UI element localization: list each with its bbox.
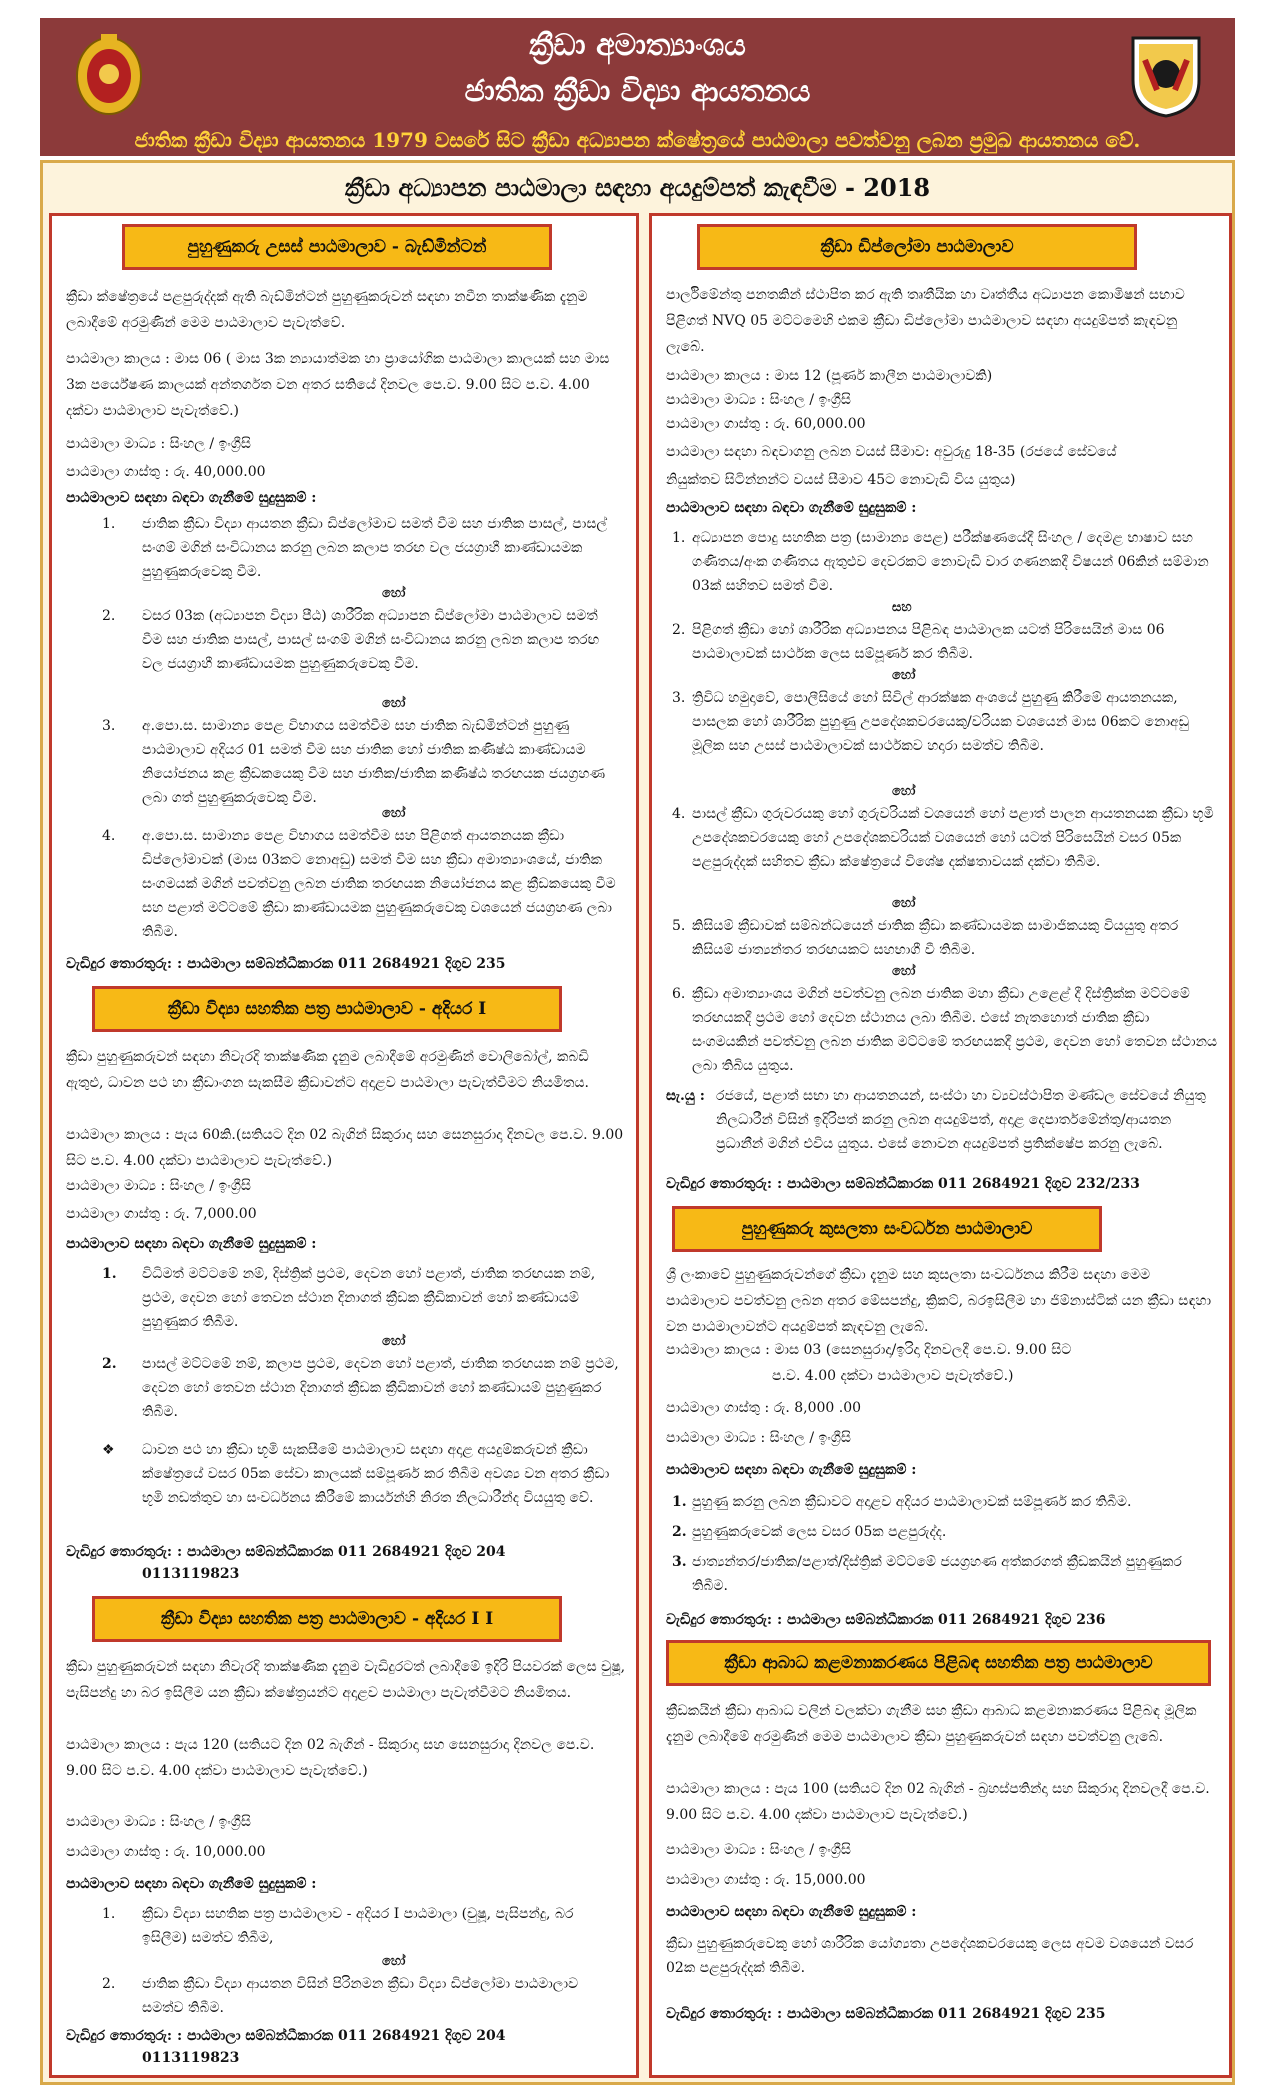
- item-number: 1.: [102, 1906, 116, 1922]
- fee-label: පාඨමාලා ගාස්තු: [666, 1872, 761, 1888]
- badminton-qual-2: වසර 03ක (අධ්‍යාපන විද්‍යා පීඨ) ශාරීරික අධ්‍යාපන ඩිප්ලෝමා පාඨමාලාව සමත් වීම සහ ජාතික පාසල්, පාසල් සංගම් මගින් සංවිධානය කරනු ලබන කලාප තරඟ වල ජයග්‍රාහී කාණ්ඩායමක පුහුණුකරුවෙකු වීම.: [142, 608, 600, 672]
- injury-qual-heading: පාඨමාලාව සඳහා බඳවා ගැනීමේ සුදුසුකම් :: [666, 1904, 917, 1920]
- skills-duration-cont: ප.ව. 4.00 දක්වා පාඨමාලාව පැවැත්වේ.): [772, 1368, 1014, 1384]
- or-separator: හෝ: [892, 964, 916, 979]
- skills-duration: [666, 1342, 1071, 1358]
- injury-qual-text: ක්‍රීඩා පුහුණුකරුවෙකු හෝ ශාරීරික යෝග්‍යතා උපදේශකවරයෙකු ලෙස අවම වශයෙන් වසර 02ක පළපුරුද්දක් තිබීම.: [666, 1936, 1194, 1976]
- institute-logo: [1127, 30, 1205, 118]
- cert2-medium: [66, 1814, 251, 1830]
- medium-value: : සිංහල / ඉංග්‍රීසි: [160, 1814, 251, 1830]
- badminton-qual-1: ජාතික ක්‍රීඩා විද්‍යා ආයතන ක්‍රීඩා ඩිප්ලෝමාව සමත් වීම සහ ජාතික පාසල්, පාසල් සංගම් මගින් සංවිධානය කරනු ලබන කලාප තරඟ වල ජයග්‍රාහී කාණ්ඩායමක පුහුණුකරුවෙකු වීම.: [142, 516, 608, 580]
- duration-value: : පැය 120 (සතියට දින 02 බැගින් - සිකුරාදා සහ සෙනසුරාදා දිනවල පෙ.ව. 9.00 සිට ප.ව. 4.00 දක්වා පාඨමාලාව පැවැත්වේ.): [66, 1737, 595, 1779]
- main-content: [40, 160, 1235, 2085]
- and-separator: සහ: [892, 600, 912, 615]
- badminton-contact: [66, 956, 506, 972]
- diploma-duration: [666, 368, 992, 384]
- injury-duration: [666, 1776, 1216, 1828]
- contact-value: : පාඨමාලා සම්බන්ධීකාරක 011 2684921 දිගුව 204: [176, 1544, 506, 1560]
- fee-value: : රු. 60,000.00: [764, 416, 866, 432]
- cert2-contact: [66, 2028, 506, 2044]
- contact-label: වැඩිදුර තොරතුරු:: [666, 1176, 773, 1192]
- item-number: 5.: [672, 918, 686, 934]
- contact-label: වැඩිදුර තොරතුරු:: [666, 1612, 773, 1628]
- contact-label: වැඩිදුර තොරතුරු:: [66, 1544, 173, 1560]
- diploma-age: [666, 444, 1117, 460]
- fee-value: : රු. 10,000.00: [164, 1844, 266, 1860]
- or-separator: හෝ: [892, 668, 916, 683]
- item-number: 2.: [672, 622, 686, 638]
- ministry-title: ක්‍රීඩා අමාත්‍යාංශය: [529, 28, 746, 63]
- item-number: 2.: [102, 1976, 116, 1992]
- item-number: 1.: [672, 1494, 687, 1510]
- skills-medium: [666, 1430, 851, 1446]
- diploma-fee: [666, 416, 866, 432]
- right-column: [649, 213, 1232, 2078]
- age-value: අවුරුදු 18-35 (රජයේ සේවයේ: [929, 444, 1117, 460]
- or-separator: හෝ: [382, 1954, 406, 1969]
- cert1-medium: [66, 1178, 251, 1194]
- diploma-age-note: නියුක්තව සිටින්නන්ට වයස් සීමාව 45ට නොවැඩි විය යුතුය): [666, 472, 1016, 488]
- medium-label: පාඨමාලා මාධ්‍ය: [66, 1178, 156, 1194]
- institute-title: ජාතික ක්‍රීඩා විද්‍යා ආයතනය: [464, 74, 811, 109]
- badminton-intro: ක්‍රීඩා ක්ෂේත්‍රයේ පළපුරුද්දක් ඇති බැඩ්මින්ටන් පුහුණුකරුවන් සඳහා නවීන තාක්ෂණික දැනුම ලබාදීමේ අරමුණින් මෙම පාඨමාලාව පැවැත්වේ.: [66, 289, 588, 331]
- or-separator: හෝ: [382, 586, 406, 601]
- contact-value: : පාඨමාලා සම්බන්ධීකාරක 011 2684921 දිගුව 235: [776, 2006, 1106, 2022]
- page-title: ක්‍රීඩා අධ්‍යාපන පාඨමාලා සඳහා අයදුම්පත් කැඳවීම - 2018: [344, 173, 931, 202]
- injury-contact: [666, 2006, 1106, 2022]
- duration-label: පාඨමාලා කාලය: [66, 1127, 161, 1143]
- section-title-diploma: ක්‍රීඩා ඩිප්ලෝමා පාඨමාලාව: [697, 224, 1137, 270]
- cert1-duration: [66, 1122, 626, 1174]
- medium-value: : සිංහල / ඉංග්‍රීසි: [760, 392, 851, 408]
- item-number: 1.: [102, 1266, 117, 1282]
- skills-qual-3: ජාත්‍යන්තර/ජාතික/පළාත්/දිස්ත්‍රික් මට්ටමේ ජයග්‍රහණ අත්කරගත් ක්‍රීඩකයින් පුහුණුකර තිබීම.: [692, 1554, 1182, 1594]
- age-label: පාඨමාලා සඳහා බඳවාගනු ලබන වයස් සීමාව:: [666, 444, 930, 460]
- badminton-qual-heading: පාඨමාලාව සඳහා බඳවා ගැනීමේ සුදුසුකම් :: [66, 490, 317, 506]
- or-separator: හෝ: [892, 784, 916, 799]
- duration-label: පාඨමාලා කාලය: [66, 351, 161, 367]
- diploma-note-label: සැ.යු :: [666, 1088, 705, 1104]
- diploma-qual-5: කිසියම් ක්‍රීඩාවක් සම්බන්ධයෙන් ජාතික ක්‍රීඩා කණ්ඩායමක සාමාජිකයකු වියයුතු අතර කිසියම් ජාත්‍යන්තර තරඟයකට සහභාගී වී තිබීම.: [692, 918, 1179, 958]
- skills-contact: [666, 1612, 1106, 1628]
- cert2-qual-heading: පාඨමාලාව සඳහා බඳවා ගැනීමේ සුදුසුකම් :: [66, 1876, 317, 1892]
- diploma-qual-3: ත්‍රිවිධ හමුදාවේ, පොලීසියේ හෝ සිවිල් ආරක්ෂක අංශයේ පුහුණු කිරීමේ ආයතනයක, පාසලක හෝ ශාරීරික පුහුණු උපදේශකවරයෙකු/වරියක වශයෙන් මාස 06කට නොඅඩු මූලික සහ උසස් පාඨමාලාවක් සාර්ථකව හදාරා සමත්ව තිබීම.: [692, 690, 1190, 754]
- duration-label: පාඨමාලා කාලය: [666, 1781, 761, 1797]
- diploma-qual-4: පාසල් ක්‍රීඩා ගුරුවරයකු හෝ ගුරුවරියක් වශයෙන් හෝ පළාත් පාලන ආයතනයක ක්‍රීඩා භූමි උපදේශකවරයෙකු හෝ උපදේශකවරියක් වශයෙන් හෝ යටත් පිරිසෙයින් වසර 05ක පළපුරුද්දක් සහිතව ක්‍රීඩා ක්ෂේත්‍රයේ විශේෂ දක්ෂතාවයක් දක්වා තිබීම.: [692, 806, 1214, 870]
- injury-fee: [666, 1872, 866, 1888]
- medium-label: පාඨමාලා මාධ්‍ය: [66, 436, 156, 452]
- diploma-note: රජයේ, පළාත් සභා හා ආයතනයන්, සංස්ථා හා ව්‍යවස්ථාපිත මණ්ඩල සේවයේ නියුතු නිලධාරීන් විසින් ඉදිරිපත් කරනු ලබන අයදුම්පත්, අදාළ දෙපාර්තමේන්තු/ආයතන ප්‍රධානීන් මගින් එවිය යුතුය. එසේ නොවන අයදුම්පත් ප්‍රතික්ෂේප කරනු ලැබේ.: [716, 1088, 1206, 1152]
- cert1-fee: [66, 1206, 257, 1222]
- item-number: 3.: [672, 690, 686, 706]
- contact-value: : පාඨමාලා සම්බන්ධීකාරක 011 2684921 දිගුව 204: [176, 2028, 506, 2044]
- cert1-contact: [66, 1544, 506, 1560]
- badminton-medium: [66, 436, 251, 452]
- contact-label: වැඩිදුර තොරතුරු:: [666, 2006, 773, 2022]
- item-number: 3.: [102, 718, 116, 734]
- duration-value: : පැය 100 (සතියට දින 02 බැගින් - බ්‍රහස්පතින්දා සහ සිකුරාදා දිනවලදී පෙ.ව. 9.00 සිට ප.ව. 4.00 දක්වා පාඨමාලාව පැවැත්වේ.): [666, 1781, 1210, 1823]
- badminton-qual-4: අ.පො.ස. සාමාන්‍ය පෙළ විභාගය සමත්වීම සහ පිළිගත් ආයතනයක ක්‍රීඩා ඩිප්ලෝමාවක් (මාස 03කට නොඅඩු) සමත් වීම සහ ක්‍රීඩා අමාත්‍යාංශයේ, ජාතික සංගමයක් මගින් පවත්වනු ලබන ජාතික තරඟයක නියෝජනය කළ ක්‍රීඩකයෙකු වීම සහ පළාත් මට්ටමේ ක්‍රීඩා කාණ්ඩායමක පුහුණුකරුවෙකු වශයෙන් ජයග්‍රහණ ලබා තිබීම.: [142, 828, 616, 940]
- medium-value: : සිංහල / ඉංග්‍රීසි: [760, 1842, 851, 1858]
- duration-label: පාඨමාලා කාලය: [666, 1342, 761, 1358]
- item-number: 4.: [102, 828, 116, 844]
- item-number: 1.: [672, 530, 686, 546]
- cert2-qual-1: ක්‍රීඩා විද්‍යා සහතික පත්‍ර පාඨමාලාව - අදියර I පාඨමාලා (චුෂූ, පැසිපන්දු, බර ඉසිලීම) සමත්ව තිබීම,: [142, 1906, 574, 1946]
- section-title-injury: ක්‍රීඩා ආබාධ කළමනාකරණය පිළිබඳ සහතික පත්‍ර පාඨමාලාව: [666, 1640, 1211, 1686]
- cert2-intro: ක්‍රීඩා පුහුණුකරුවන් සඳහා නිවැරදි තාක්ෂණික දැනුම වැඩිදුරටත් ලබාදීමේ ඉදිරි පියවරක් ලෙස චුෂූ, පැසිපන්දු හා බර ඉසිලීම යන ක්‍රීඩා ක්ෂේත්‍රයන්ට අදාළව පාඨමාලා පැවැත්වීමට නියමිතය.: [66, 1659, 626, 1701]
- fee-value: : රු. 15,000.00: [764, 1872, 866, 1888]
- cert1-note: ධාවන පථ හා ක්‍රීඩා භූමි සැකසීමේ පාඨමාලාව සඳහා අදාළ අයදුම්කරුවන් ක්‍රීඩා ක්ෂේත්‍රයේ වසර 05ක සේවා කාලයක් සම්පූර්ණ කර තිබීම අවශ්‍ය වන අතර ක්‍රීඩා භූමි නඩත්තුව හා සංවර්ධනය කිරීමේ කාර්යන්හි නිරත නිලධාරීන්ද වියයුතු වේ.: [142, 1442, 610, 1506]
- injury-intro: ක්‍රීඩකයින් ක්‍රීඩා ආබාධ වලින් වලක්වා ගැනීම සහ ක්‍රීඩා ආබාධ කළමනාකරණය පිළිබඳ මූලික දැනුම ලබාදීමේ අරමුණින් මෙම පාඨමාලාව ක්‍රීඩා පුහුණුකරුවන් සඳහා පවත්වනු ලැබේ.: [666, 1703, 1197, 1745]
- cert2-qual-2: ජාතික ක්‍රීඩා විද්‍යා ආයතන විසින් පිරිනමන ක්‍රීඩා විද්‍යා ඩිප්ලෝමා පාඨමාලාව සමත්ව තිබීම.: [142, 1976, 579, 2016]
- item-number: 1.: [102, 516, 116, 532]
- cert1-qual-2: පාසල් මට්ටමේ නම්, කලාප ප්‍රථම, දෙවන හෝ පළාත්, ජාතික තරඟයක නම් ප්‍රථම, දෙවන හෝ තෙවන ස්ථාන දිනාගත් ක්‍රීඩක ක්‍රීඩිකාවන් හෝ කණ්ඩායම් පුහුණුකර තිබීම.: [142, 1356, 619, 1420]
- injury-medium: [666, 1842, 851, 1858]
- fee-label: පාඨමාලා ගාස්තු: [66, 1844, 161, 1860]
- contact-label: වැඩිදුර තොරතුරු:: [66, 2028, 173, 2044]
- item-number: 2.: [102, 1356, 117, 1372]
- cert1-contact-phone: 0113119823: [142, 1566, 240, 1582]
- medium-value: : සිංහල / ඉංග්‍රීසි: [160, 436, 251, 452]
- diamond-bullet-icon: ❖: [102, 1442, 115, 1458]
- skills-qual-2: පුහුණුකරුවෙක් ලෙස වසර 05ක පළපුරුද්ද.: [692, 1524, 947, 1540]
- diploma-qual-1: අධ්‍යාපන පොදු සහතික පත්‍ර (සාමාන්‍ය පෙළ) පරීක්ෂණයේදී සිංහල / දෙමළ භාෂාව සහ ගණිතය/අංක ගණිතය ඇතුළුව දෙවරකට නොවැඩි වාර ගණනකදී විෂයන් 06කින් සම්මාන 03ක් සහිතව සමත් වීම.: [692, 530, 1209, 594]
- left-column: [49, 213, 639, 2078]
- duration-value: : මාස 12 (පූර්ණ කාලීන පාඨමාලාවකි): [765, 368, 993, 384]
- item-number: 6.: [672, 986, 686, 1002]
- section-title-badminton: පුහුණුකරු උසස් පාඨමාලාව - බැඩ්මින්ටන්: [122, 224, 552, 270]
- medium-label: පාඨමාලා මාධ්‍ය: [666, 392, 756, 408]
- medium-value: : සිංහල / ඉංග්‍රීසි: [760, 1430, 851, 1446]
- cert1-qual-1: විධිමත් මට්ටමේ නම්, දිස්ත්‍රික් ප්‍රථම, දෙවන හෝ පළාත්, ජාතික තරඟයක නම්, ප්‍රථම, දෙවන හෝ තෙවන ස්ථාන දිනාගත් ක්‍රීඩක ක්‍රීඩිකාවන් හෝ කණ්ඩායම් පුහුණුකර තිබීම.: [142, 1266, 596, 1330]
- fee-value: : රු. 8,000 .00: [764, 1400, 862, 1416]
- skills-intro: ශ්‍රී ලංකාවේ පුහුණුකරුවන්ගේ ක්‍රීඩා දැනුම සහ කුසලතා සංවර්ධනය කිරීම සඳහා මෙම පාඨමාලාව පවත්වනු ලබන අතර මේසපන්දු, ක්‍රිකට්, බරඉසිලීම හා ජිම්නාස්ටික් යන ක්‍රීඩා සඳහා වන පාඨමාලාවන්ට අයදුම්පත් කැඳවනු ලැබේ.: [666, 1267, 1212, 1335]
- or-separator: හෝ: [892, 896, 916, 911]
- badminton-duration: [66, 346, 626, 424]
- contact-label: වැඩිදුර තොරතුරු:: [66, 956, 173, 972]
- cert1-qual-heading: පාඨමාලාව සඳහා බඳවා ගැනීමේ සුදුසුකම් :: [66, 1236, 317, 1252]
- diploma-qual-2: පිළිගත් ක්‍රීඩා හෝ ශාරීරික අධ්‍යාපනය පිළිබඳ පාඨමාලක යටත් පිරිසෙයින් මාස 06 පාඨමාලාවක් සාර්ථක ලෙස සම්පූර්ණ කර තිබීම.: [692, 622, 1165, 662]
- or-separator: හෝ: [382, 1334, 406, 1349]
- item-number: 2.: [672, 1524, 687, 1540]
- duration-label: පාඨමාලා කාලය: [66, 1737, 161, 1753]
- or-separator: හෝ: [382, 696, 406, 711]
- cert2-contact-phone: 0113119823: [142, 2050, 240, 2066]
- fee-label: පාඨමාලා ගාස්තු: [66, 464, 161, 480]
- contact-value: : පාඨමාලා සම්බන්ධීකාරක 011 2684921 දිගුව 235: [176, 956, 506, 972]
- badminton-qual-3: අ.පො.ස. සාමාන්‍ය පෙළ විභාගය සමත්වීම සහ ජාතික බැඩ්මින්ටන් පුහුණු පාඨමාලාව අදියර 01 සමත් වීම සහ ජාතික හෝ ජාතික කණිෂ්ඨ කාණ්ඩායම නියෝජනය කළ ක්‍රීඩකයෙකු වීම සහ ජාතික/ජාතික කණිෂ්ඨ තරඟයක ජයග්‍රහණ ලබා ගත් පුහුණුකරුවෙකු වීම.: [142, 718, 606, 806]
- item-number: 4.: [672, 806, 686, 822]
- skills-qual-1: පුහුණු කරනු ලබන ක්‍රීඩාවට අදාළව අදියර පාඨමාලාවක් සම්පූර්ණ කර තිබීම.: [692, 1494, 1132, 1510]
- diploma-contact: [666, 1176, 1140, 1192]
- fee-label: පාඨමාලා ගාස්තු: [666, 416, 761, 432]
- cert2-duration: [66, 1732, 626, 1784]
- diploma-qual-6: ක්‍රීඩා අමාත්‍යාංශය මගින් පවත්වනු ලබන ජාතික මහා ක්‍රීඩා උළෙළ් දී දිස්ත්‍රික්ක මට්ටමේ තරඟයකදී ප්‍රථම හෝ දෙවන ස්ථානය ලබා තිබීම. එසේ නැතහොත් ජාතික ක්‍රීඩා සංගමයකින් පවත්වනු ලබන ජාතික මට්ටමේ තරඟයකදී ප්‍රථම, දෙවන හෝ තෙවන ස්ථානය ලබා තිබිය යුතුය.: [692, 986, 1218, 1074]
- duration-label: පාඨමාලා කාලය: [666, 368, 761, 384]
- contact-value: : පාඨමාලා සම්බන්ධීකාරක 011 2684921 දිගුව 232/233: [776, 1176, 1140, 1192]
- medium-label: පාඨමාලා මාධ්‍ය: [666, 1842, 756, 1858]
- fee-label: පාඨමාලා ගාස්තු: [66, 1206, 161, 1222]
- diploma-intro: පාර්ලිමේන්තු පනතකින් ස්ථාපිත කර ඇති තෘතීයික හා වෘත්තීය අධ්‍යාපන කොමිෂන් සභාව පිළිගත් NVQ 05 මට්ටමෙහි එකම ක්‍රීඩා ඩිප්ලෝමා පාඨමාලාව සඳහා අයදුම්පත් කැඳවනු ලැබේ.: [666, 287, 1185, 355]
- item-number: 3.: [672, 1554, 687, 1570]
- cert2-fee: [66, 1844, 266, 1860]
- fee-value: : රු. 40,000.00: [164, 464, 266, 480]
- diploma-qual-heading: පාඨමාලාව සඳහා බඳවා ගැනීමේ සුදුසුකම් :: [666, 500, 917, 516]
- badminton-fee: [66, 464, 266, 480]
- duration-value: : මාස 03 (සෙනසුරාදා/ඉරිදා දිනවලදී පෙ.ව. 9.00 සිට: [765, 1342, 1072, 1358]
- contact-value: : පාඨමාලා සම්බන්ධීකාරක 011 2684921 දිගුව 236: [776, 1612, 1106, 1628]
- skills-qual-heading: පාඨමාලාව සඳහා බඳවා ගැනීමේ සුදුසුකම් :: [666, 1462, 917, 1478]
- page-header: [40, 18, 1235, 156]
- duration-value: : මාස 06 ( මාස 3ක න්‍යායාත්මක හා ප්‍රායෝගික පාඨමාලා කාලයක් සහ මාස 3ක පර්යේෂණ කාලයක් අන්තර්ගත වන අතර සතියේ දිනවල පෙ.ව. 9.00 සිට ප.ව. 4.00 දක්වා පාඨමාලාව පැවැත්වේ.): [66, 351, 610, 419]
- section-title-cert2: ක්‍රීඩා විද්‍යා සහතික පත්‍ර පාඨමාලාව - අදියර I I: [92, 1596, 562, 1642]
- diploma-medium: [666, 392, 851, 408]
- header-tagline: ජාතික ක්‍රීඩා විද්‍යා ආයතනය 1979 වසරේ සිට ක්‍රීඩා අධ්‍යාපන ක්ෂේත්‍රයේ පාඨමාලා පවත්වනු ලබන ප්‍රමුඛ ආයතනය වේ.: [134, 128, 1141, 152]
- cert1-intro: ක්‍රීඩා පුහුණුකරුවන් සඳහා නිවැරදි තාක්ෂණික දැනුම ලබාදීමේ අරමුණින් වොලිබෝල්, කබඩි ඇතුළු, ධාවන පථ හා ක්‍රීඩාංගන සැකසීම ක්‍රීඩාවන්ට අදාළව පාඨමාලා පැවැත්වීමට නියමිතය.: [66, 1049, 589, 1091]
- medium-value: : සිංහල / ඉංග්‍රීසි: [160, 1178, 251, 1194]
- skills-fee: [666, 1400, 861, 1416]
- duration-value: : පැය 60කි.(සතියට දින 02 බැගින් සිකුරාදා සහ සෙනසුරාදා දිනවල පෙ.ව. 9.00 සිට ප.ව. 4.00 දක්වා පාඨමාලාව පැවැත්වේ.): [66, 1127, 624, 1169]
- item-number: 2.: [102, 608, 116, 624]
- medium-label: පාඨමාලා මාධ්‍ය: [66, 1814, 156, 1830]
- section-title-skills: පුහුණුකරු කුසලතා සංවර්ධන පාඨමාලාව: [672, 1206, 1102, 1252]
- medium-label: පාඨමාලා මාධ්‍ය: [666, 1430, 756, 1446]
- fee-value: : රු. 7,000.00: [164, 1206, 257, 1222]
- or-separator: හෝ: [382, 806, 406, 821]
- fee-label: පාඨමාලා ගාස්තු: [666, 1400, 761, 1416]
- section-title-cert1: ක්‍රීඩා විද්‍යා සහතික පත්‍ර පාඨමාලාව - අදියර I: [92, 986, 562, 1032]
